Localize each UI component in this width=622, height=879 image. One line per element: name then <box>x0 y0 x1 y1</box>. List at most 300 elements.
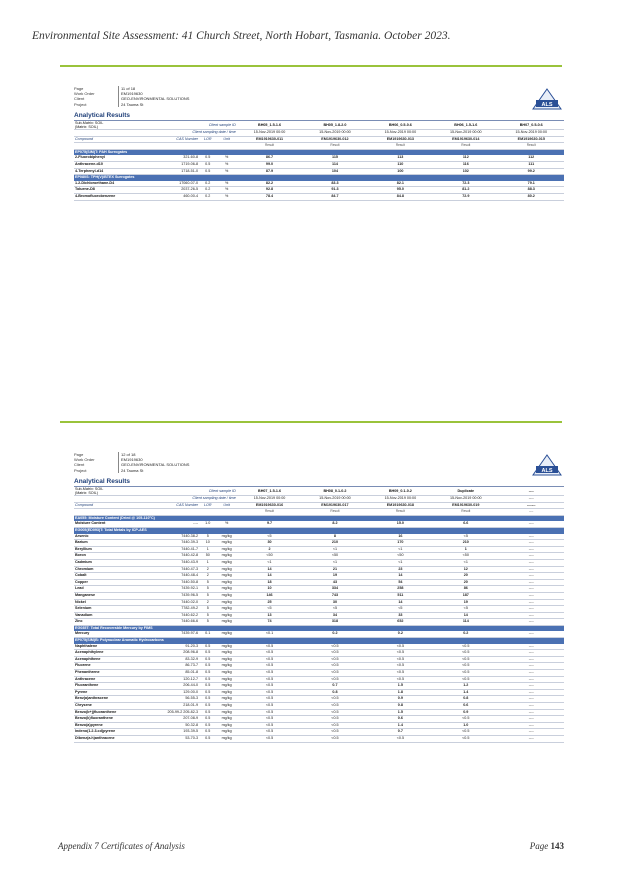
cas-number: ---- <box>158 521 199 527</box>
result-row <box>74 573 564 580</box>
result-value: 95.0 <box>368 187 433 194</box>
result-row <box>74 599 564 606</box>
lor-value: 0.1 <box>199 631 216 637</box>
result-value: ---- <box>499 696 565 703</box>
result-value: 1.2 <box>433 683 498 690</box>
cas-number: 208-96-8 <box>158 650 199 657</box>
compound-name: Barium <box>74 540 158 547</box>
result-value: <0.5 <box>368 670 433 677</box>
result-value: 0.7 <box>368 729 433 736</box>
lor-value: 0.2 <box>199 187 216 194</box>
lor-value: 1.0 <box>199 521 216 527</box>
result-value: 187 <box>433 592 498 599</box>
matrix: (Matrix: SOIL) <box>75 125 98 129</box>
result-row <box>74 729 564 736</box>
unit-value: mg/kg <box>216 696 236 703</box>
result-value: 1 <box>433 546 498 553</box>
lor-value: 0.5 <box>199 696 216 703</box>
meta-value: EM1919630 <box>118 91 143 96</box>
meta-key: Project <box>74 101 87 107</box>
lor-value: 0.5 <box>199 716 216 723</box>
cas-number: 1718-51-0 <box>158 168 199 175</box>
cas-number: 7440-48-4 <box>158 573 199 580</box>
submatrix: Sub-Matrix: SOIL <box>75 121 104 125</box>
result-value: 0.7 <box>302 683 367 690</box>
compound-name: Benzo(b+j)fluoranthene <box>74 709 158 716</box>
cas-number: 207-08-9 <box>158 716 199 723</box>
cas-number: 460-00-4 <box>158 193 199 200</box>
result-value: ---- <box>499 689 565 696</box>
result-row <box>74 161 564 168</box>
unit-value: mg/kg <box>216 676 236 683</box>
cas-number: 218-01-9 <box>158 703 199 710</box>
result-value: 13 <box>237 612 302 619</box>
cas-number: 91-20-3 <box>158 644 199 650</box>
result-value: <0.5 <box>237 716 302 723</box>
result-value: 19 <box>433 599 498 606</box>
cas-number: 83-32-9 <box>158 656 199 663</box>
submatrix-label <box>74 487 199 496</box>
sample-id-row <box>74 121 564 130</box>
result-value: <0.5 <box>433 644 498 650</box>
result-value: 210 <box>433 540 498 547</box>
result-value: 334 <box>302 586 367 593</box>
result-row <box>74 612 564 619</box>
unit-value: mg/kg <box>216 553 236 560</box>
result-label: Result <box>499 143 565 150</box>
lor-value: 0.5 <box>199 644 216 650</box>
logo-text: ALS <box>541 101 553 108</box>
result-value: 110 <box>368 161 433 168</box>
result-value: <0.5 <box>302 735 367 742</box>
result-value: 113 <box>368 155 433 161</box>
result-label: Result <box>433 143 498 150</box>
lab-id: ------- <box>499 502 565 509</box>
result-value: 6.6 <box>433 521 498 527</box>
sampling-date: 15-Nov-2019 00:00 <box>368 496 433 503</box>
result-value: 30 <box>302 599 367 606</box>
result-value: ---- <box>499 631 565 637</box>
unit-value: mg/kg <box>216 722 236 729</box>
result-value: <0.5 <box>237 683 302 690</box>
meta-value: 12 of 18 <box>118 452 135 457</box>
meta-value: EM1919630 <box>118 457 143 462</box>
result-value: 72.3 <box>433 181 498 187</box>
result-value: 84.8 <box>368 193 433 200</box>
result-value: 14 <box>368 573 433 580</box>
cas-number: 2037-26-5 <box>158 187 199 194</box>
sampling-date-label: Client sampling date / time <box>74 130 237 137</box>
lor-value: 5 <box>199 586 216 593</box>
result-value: 14 <box>433 612 498 619</box>
result-value: 20 <box>433 579 498 586</box>
unit-value: mg/kg <box>216 631 236 637</box>
result-value: 114 <box>433 619 498 626</box>
result-label: Result <box>237 509 302 516</box>
lor-value: 0.5 <box>199 656 216 663</box>
result-value: <0.5 <box>302 716 367 723</box>
result-value: 0.6 <box>433 703 498 710</box>
result-value: <0.5 <box>368 656 433 663</box>
unit-value: % <box>216 155 236 161</box>
sampling-date: 15-Nov-2019 00:00 <box>237 130 302 137</box>
result-value: <0.5 <box>237 729 302 736</box>
unit-value: % <box>216 168 236 175</box>
result-label: Result <box>237 143 302 150</box>
cas-number: 7440-38-2 <box>158 534 199 540</box>
unit-value: mg/kg <box>216 656 236 663</box>
result-value: 652 <box>368 619 433 626</box>
result-row <box>74 689 564 696</box>
compound-name: Copper <box>74 579 158 586</box>
results-table <box>74 121 564 201</box>
meta-value: GEO-ENVIRONMENTAL SOLUTIONS <box>118 96 189 101</box>
result-value: ---- <box>499 566 565 573</box>
result-value: 74 <box>237 619 302 626</box>
result-value: 18 <box>237 579 302 586</box>
cas-number: 7440-43-9 <box>158 559 199 566</box>
result-value: ---- <box>499 729 565 736</box>
lor-value: 0.2 <box>199 193 216 200</box>
result-row <box>74 696 564 703</box>
result-value: 115 <box>302 155 367 161</box>
result-label-row <box>74 509 564 516</box>
meta-key: Client <box>74 462 85 468</box>
result-value: 30 <box>237 540 302 547</box>
cas-number: 7440-39-3 <box>158 540 199 547</box>
unit-value: mg/kg <box>216 619 236 626</box>
result-value: ---- <box>499 521 565 527</box>
result-value: <0.5 <box>237 650 302 657</box>
result-value: 258 <box>368 586 433 593</box>
meta-value: GEO-ENVIRONMENTAL SOLUTIONS <box>118 462 189 467</box>
lor-value: 2 <box>199 566 216 573</box>
compound-name: 2-Fluorobiphenyl <box>74 155 158 161</box>
result-value: <50 <box>368 553 433 560</box>
result-value: <0.5 <box>302 696 367 703</box>
lor-value: 0.5 <box>199 168 216 175</box>
sample-id: BH05_1.5-1.6 <box>237 121 302 130</box>
cas-number: 7440-62-2 <box>158 612 199 619</box>
sampling-date: 15-Nov-2019 00:00 <box>433 130 498 137</box>
page-number: 143 <box>550 841 564 851</box>
result-value: 114 <box>302 161 367 168</box>
result-label: Result <box>433 509 498 516</box>
result-value: 8.2 <box>302 521 367 527</box>
compound-name: Chrysene <box>74 703 158 710</box>
unit-header: Unit <box>216 136 236 143</box>
result-value: ---- <box>499 553 565 560</box>
blank-cell <box>74 143 237 150</box>
compound-name: Moisture Content <box>74 521 158 527</box>
result-value: <0.5 <box>433 656 498 663</box>
document-header: Environmental Site Assessment: 41 Church Street, North Hobart, Tasmania. October 2023. <box>32 30 451 42</box>
meta-key: Page <box>74 452 84 457</box>
result-value: 0.2 <box>302 631 367 637</box>
result-value: <1 <box>302 559 367 566</box>
result-value: <0.5 <box>302 670 367 677</box>
result-value: ---- <box>499 683 565 690</box>
cas-number: 86-73-7 <box>158 663 199 670</box>
column-header-row <box>74 136 564 143</box>
result-value: 19 <box>302 573 367 580</box>
sample-id: ---- <box>499 487 565 496</box>
cas-number: 7440-02-0 <box>158 599 199 606</box>
compound-name: Acenaphthylene <box>74 650 158 657</box>
result-value: 33 <box>368 612 433 619</box>
unit-value: mg/kg <box>216 689 236 696</box>
result-row <box>74 619 564 626</box>
result-value: 9.7 <box>237 521 302 527</box>
cas-number: 193-39-5 <box>158 729 199 736</box>
unit-value: % <box>216 193 236 200</box>
compound-name: 4-Bromofluorobenzene <box>74 193 158 200</box>
unit-value: mg/kg <box>216 703 236 710</box>
result-value: 25 <box>237 599 302 606</box>
result-value: <5 <box>368 606 433 613</box>
cas-number: 120-12-7 <box>158 676 199 683</box>
result-row <box>74 703 564 710</box>
unit-value: mg/kg <box>216 716 236 723</box>
lor-value: 5 <box>199 606 216 613</box>
result-value: 1.0 <box>433 722 498 729</box>
compound-name: 4-Terphenyl-d14 <box>74 168 158 175</box>
unit-value: mg/kg <box>216 534 236 540</box>
sample-id: BH06_1.5-1.6 <box>433 121 498 130</box>
result-value: 54 <box>368 579 433 586</box>
result-value: ---- <box>499 656 565 663</box>
compound-name: Indeno(1.2.3.cd)pyrene <box>74 729 158 736</box>
result-value: 72.9 <box>433 193 498 200</box>
result-value: <0.5 <box>302 729 367 736</box>
result-value: 511 <box>368 592 433 599</box>
result-value: <5 <box>433 606 498 613</box>
compound-name: Vanadium <box>74 612 158 619</box>
sample-id-row <box>74 487 564 496</box>
certificate-page-11 <box>74 86 564 201</box>
result-row <box>74 546 564 553</box>
meta-value: 24 Tauma St <box>118 102 143 107</box>
result-value: 0.8 <box>433 696 498 703</box>
footer-left: Appendix 7 Certificates of Analysis <box>58 841 185 851</box>
report-meta <box>74 452 564 478</box>
result-value: 91.3 <box>302 187 367 194</box>
compound-name: Fluoranthene <box>74 683 158 690</box>
result-value: 88.3 <box>499 187 565 194</box>
result-row <box>74 559 564 566</box>
compound-name: Benzo(a)pyrene <box>74 722 158 729</box>
cas-number: 50-32-8 <box>158 722 199 729</box>
result-value: ---- <box>499 650 565 657</box>
result-value: ---- <box>499 709 565 716</box>
lor-value: 0.5 <box>199 683 216 690</box>
result-value: 43 <box>302 579 367 586</box>
unit-value: % <box>216 181 236 187</box>
lab-id: EM1919630-014 <box>433 136 498 143</box>
result-value: <0.5 <box>237 696 302 703</box>
result-value: <0.5 <box>302 644 367 650</box>
meta-value: 24 Tauma St <box>118 468 143 473</box>
unit-value: mg/kg <box>216 573 236 580</box>
result-value: <0.5 <box>237 722 302 729</box>
result-value: 112 <box>433 155 498 161</box>
result-value: 1.8 <box>368 689 433 696</box>
result-value: <0.5 <box>302 703 367 710</box>
result-value: <0.5 <box>302 650 367 657</box>
cas-number: 56-55-3 <box>158 696 199 703</box>
result-value: <0.5 <box>302 722 367 729</box>
cas-number: 206-44-0 <box>158 683 199 690</box>
unit-value: mg/kg <box>216 612 236 619</box>
result-value: <0.5 <box>433 729 498 736</box>
result-value: ---- <box>499 676 565 683</box>
result-value: <0.5 <box>237 676 302 683</box>
result-value: <1 <box>433 559 498 566</box>
sampling-date: 15-Nov-2019 00:00 <box>302 130 367 137</box>
submatrix: Sub-Matrix: SOIL <box>75 487 104 491</box>
cas-number: 7439-97-6 <box>158 631 199 637</box>
compound-name: Arsenic <box>74 534 158 540</box>
result-value: 0.2 <box>433 631 498 637</box>
result-row <box>74 676 564 683</box>
cas-number: 129-00-0 <box>158 689 199 696</box>
cas-number: 7440-41-7 <box>158 546 199 553</box>
result-value: ---- <box>499 619 565 626</box>
sample-id: BH05_1.8-2.0 <box>302 121 367 130</box>
compound-name: Cadmium <box>74 559 158 566</box>
result-value: 99.0 <box>237 161 302 168</box>
result-row <box>74 193 564 200</box>
section-name: EA055: Moisture Content (Dried @ 105-110°C) <box>74 515 564 521</box>
lor-value: 0.5 <box>199 670 216 677</box>
sampling-date: 15-Nov-2019 00:00 <box>499 130 565 137</box>
lor-value: 0.5 <box>199 161 216 168</box>
lor-value: 2 <box>199 573 216 580</box>
lab-id: EM1919630-018 <box>368 502 433 509</box>
cas-number: 7440-42-8 <box>158 553 199 560</box>
submatrix-label <box>74 121 199 130</box>
meta-row <box>74 468 564 473</box>
cas-number: 53-70-3 <box>158 735 199 742</box>
result-value: <50 <box>237 553 302 560</box>
result-value: ---- <box>499 540 565 547</box>
sampling-date-row <box>74 130 564 137</box>
unit-value: mg/kg <box>216 644 236 650</box>
column-header-row <box>74 502 564 509</box>
result-row <box>74 650 564 657</box>
compound-name: Zinc <box>74 619 158 626</box>
result-value: 2 <box>237 546 302 553</box>
result-value: 15.0 <box>368 521 433 527</box>
result-value: <0.5 <box>433 663 498 670</box>
result-value: <0.5 <box>368 650 433 657</box>
section-name: EP080S: TPH(V)/BTEX Surrogates <box>74 175 564 181</box>
logo-text: ALS <box>541 467 553 474</box>
meta-key: Work Order <box>74 457 95 463</box>
cas-number: 321-60-8 <box>158 155 199 161</box>
compound-name: Naphthalene <box>74 644 158 650</box>
result-value: 79.1 <box>499 181 565 187</box>
result-value: 104 <box>302 168 367 175</box>
result-value: 0.2 <box>368 631 433 637</box>
result-value: 0.9 <box>368 696 433 703</box>
compound-name: Cobalt <box>74 573 158 580</box>
compound-name: Mercury <box>74 631 158 637</box>
unit-value: % <box>216 187 236 194</box>
unit-value: % <box>216 161 236 168</box>
result-value: <5 <box>302 606 367 613</box>
result-value: <0.5 <box>302 676 367 683</box>
lor-value: 0.5 <box>199 689 216 696</box>
lor-value: 0.5 <box>199 650 216 657</box>
result-row <box>74 187 564 194</box>
result-value: <5 <box>237 534 302 540</box>
result-value: 99.2 <box>499 168 565 175</box>
result-value: <0.1 <box>237 631 302 637</box>
unit-value: mg/kg <box>216 729 236 736</box>
cas-number: 7439-92-1 <box>158 586 199 593</box>
sampling-date: ---- <box>499 496 565 503</box>
unit-value: mg/kg <box>216 592 236 599</box>
sampling-date: 15-Nov-2019 00:00 <box>237 496 302 503</box>
result-value: <50 <box>433 553 498 560</box>
unit-value: mg/kg <box>216 650 236 657</box>
result-value: 20 <box>433 573 498 580</box>
unit-value: mg/kg <box>216 663 236 670</box>
result-value: 82.2 <box>237 181 302 187</box>
cas-number: 1719-06-8 <box>158 161 199 168</box>
result-row <box>74 722 564 729</box>
cas-header: CAS Number <box>158 136 199 143</box>
result-value: <0.5 <box>433 735 498 742</box>
result-row <box>74 735 564 742</box>
result-value: ---- <box>499 735 565 742</box>
section-title: Analytical Results <box>74 478 564 487</box>
compound-name: 1.2-Dichloroethane-D4 <box>74 181 158 187</box>
result-value: ---- <box>499 722 565 729</box>
lor-value: 10 <box>199 540 216 547</box>
result-value: <5 <box>433 534 498 540</box>
result-label: Result <box>302 509 367 516</box>
middle-divider <box>60 421 562 423</box>
result-value: ---- <box>499 592 565 599</box>
result-value: <50 <box>302 553 367 560</box>
result-value: <0.5 <box>433 670 498 677</box>
lor-value: 0.5 <box>199 729 216 736</box>
result-value: <1 <box>368 559 433 566</box>
compound-name: Phenanthrene <box>74 670 158 677</box>
section-name: EG035T: Total Recoverable Mercury by FIMS <box>74 625 564 631</box>
result-value: <0.5 <box>237 644 302 650</box>
compound-name: Pyrene <box>74 689 158 696</box>
result-value: <0.5 <box>237 689 302 696</box>
unit-value: % <box>216 521 236 527</box>
result-value: <0.5 <box>237 735 302 742</box>
lab-id: EM1919630-013 <box>368 136 433 143</box>
result-row <box>74 592 564 599</box>
result-row <box>74 579 564 586</box>
result-value: <0.5 <box>433 676 498 683</box>
unit-value: mg/kg <box>216 586 236 593</box>
lor-value: 50 <box>199 553 216 560</box>
lab-id: EM1919630-011 <box>237 136 302 143</box>
lor-value: 2 <box>199 599 216 606</box>
compound-header: Compound <box>74 136 158 143</box>
unit-value: mg/kg <box>216 735 236 742</box>
cas-number: 7440-66-6 <box>158 619 199 626</box>
unit-value: mg/kg <box>216 540 236 547</box>
cas-number: 7782-49-2 <box>158 606 199 613</box>
